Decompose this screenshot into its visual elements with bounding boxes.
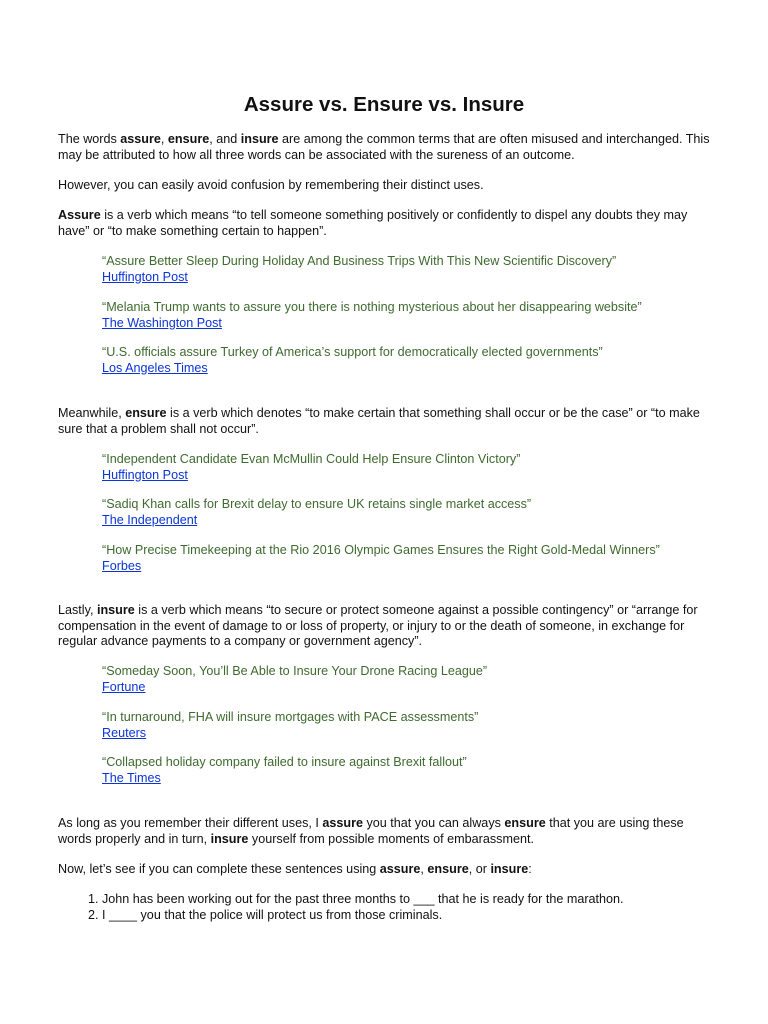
page-title: Assure vs. Ensure vs. Insure [243, 93, 525, 116]
exercise-intro-text: , or [468, 862, 491, 876]
ensure-definition [58, 406, 713, 437]
intro-text: , and [209, 132, 241, 146]
example-quote: “Sadiq Khan calls for Brexit delay to ensure UK retains single market access” [102, 497, 532, 511]
exercise-item: 2. I ____ you that the police will protect us from those criminals. [102, 908, 722, 924]
term-ensure: ensure [427, 862, 469, 876]
example-quote: “How Precise Timekeeping at the Rio 2016 Olympic Games Ensures the Right Gold-Medal Winners” [102, 543, 660, 557]
example-quote: “U.S. officials assure Turkey of America’s support for democratically elected governments” [102, 345, 603, 359]
source-link[interactable]: Reuters [102, 725, 147, 740]
term-insure: insure [240, 132, 279, 146]
example-quote: “Independent Candidate Evan McMullin Could Help Ensure Clinton Victory” [102, 452, 521, 466]
example-item [102, 664, 722, 695]
definition-text: is a verb which denotes “to make certain that something shall occur or be the case” or “to make sure that a problem shall not occur”. [58, 406, 700, 436]
intro-text: , [160, 132, 168, 146]
example-quote: “In turnaround, FHA will insure mortgages with PACE assessments” [102, 710, 479, 724]
insure-definition [58, 603, 713, 650]
intro-paragraph-2: However, you can easily avoid confusion by remembering their distinct uses. [58, 178, 484, 192]
term-ensure: ensure [504, 816, 546, 830]
definition-text: is a verb which means “to secure or protect someone against a possible contingency” or “arrange for compensation in the event of damage to or loss of property, or injury to or the death of someone, in exchange for regular advance payments to a company or government agency”. [58, 603, 698, 648]
conclusion-text: yourself from possible moments of embarassment. [248, 831, 534, 846]
example-item [102, 755, 722, 786]
intro-text: The words [58, 132, 121, 146]
term-ensure: ensure [167, 132, 210, 146]
exercise-intro-text: Now, let’s see if you can complete these sentences using [58, 862, 380, 876]
source-link[interactable]: The Washington Post [102, 315, 222, 330]
exercise-intro [58, 862, 713, 878]
source-link[interactable]: The Times [102, 770, 161, 785]
lead-text: Meanwhile, [58, 406, 126, 420]
term-assure: Assure [58, 208, 101, 222]
term-ensure: ensure [125, 406, 167, 420]
conclusion-text: you that you can always [363, 816, 505, 830]
source-link[interactable]: Forbes [102, 558, 142, 573]
lead-text: Lastly, [58, 603, 97, 617]
example-item [102, 452, 722, 483]
source-link[interactable]: Huffington Post [102, 467, 188, 482]
example-quote: “Assure Better Sleep During Holiday And Business Trips With This New Scientific Discovery” [102, 254, 617, 268]
definition-text: is a verb which means “to tell someone something positively or confidently to dispel any doubts they may have” or “to make something certain to happen”. [58, 208, 688, 238]
term-assure: assure [379, 862, 421, 876]
term-insure: insure [210, 831, 249, 846]
example-item [102, 710, 722, 741]
example-quote: “Collapsed holiday company failed to insure against Brexit fallout” [102, 755, 467, 769]
source-link[interactable]: The Independent [102, 512, 198, 527]
example-item [102, 345, 722, 376]
intro-text: are among the common terms that are often misused and interchanged. This may be attributed to how all three words can be associated with the sureness of an outcome. [58, 132, 710, 162]
source-link[interactable]: Fortune [102, 679, 146, 694]
term-assure: assure [120, 132, 161, 146]
exercise-intro-text: , [420, 862, 428, 876]
example-item [102, 254, 722, 285]
term-insure: insure [96, 603, 135, 617]
example-item [102, 497, 722, 528]
exercise-list [58, 892, 722, 923]
assure-definition [58, 208, 713, 239]
term-insure: insure [490, 862, 529, 876]
intro-paragraph [58, 132, 713, 163]
source-link[interactable]: Huffington Post [102, 269, 188, 284]
conclusion-paragraph [58, 816, 713, 847]
exercise-item: 1. John has been working out for the past three months to ___ that he is ready for the marathon. [102, 892, 722, 908]
conclusion-text: As long as you remember their different uses, I [58, 816, 323, 830]
example-quote: “Someday Soon, You’ll Be Able to Insure Your Drone Racing League” [102, 664, 488, 678]
example-quote: “Melania Trump wants to assure you there is nothing mysterious about her disappearing website” [102, 300, 642, 314]
conclusion-text: that you are using these words properly and in turn, [58, 816, 684, 846]
example-item [102, 543, 722, 574]
term-assure: assure [322, 816, 363, 830]
exercise-intro-text: : [528, 862, 532, 876]
example-item [102, 300, 722, 331]
source-link[interactable]: Los Angeles Times [102, 360, 208, 375]
